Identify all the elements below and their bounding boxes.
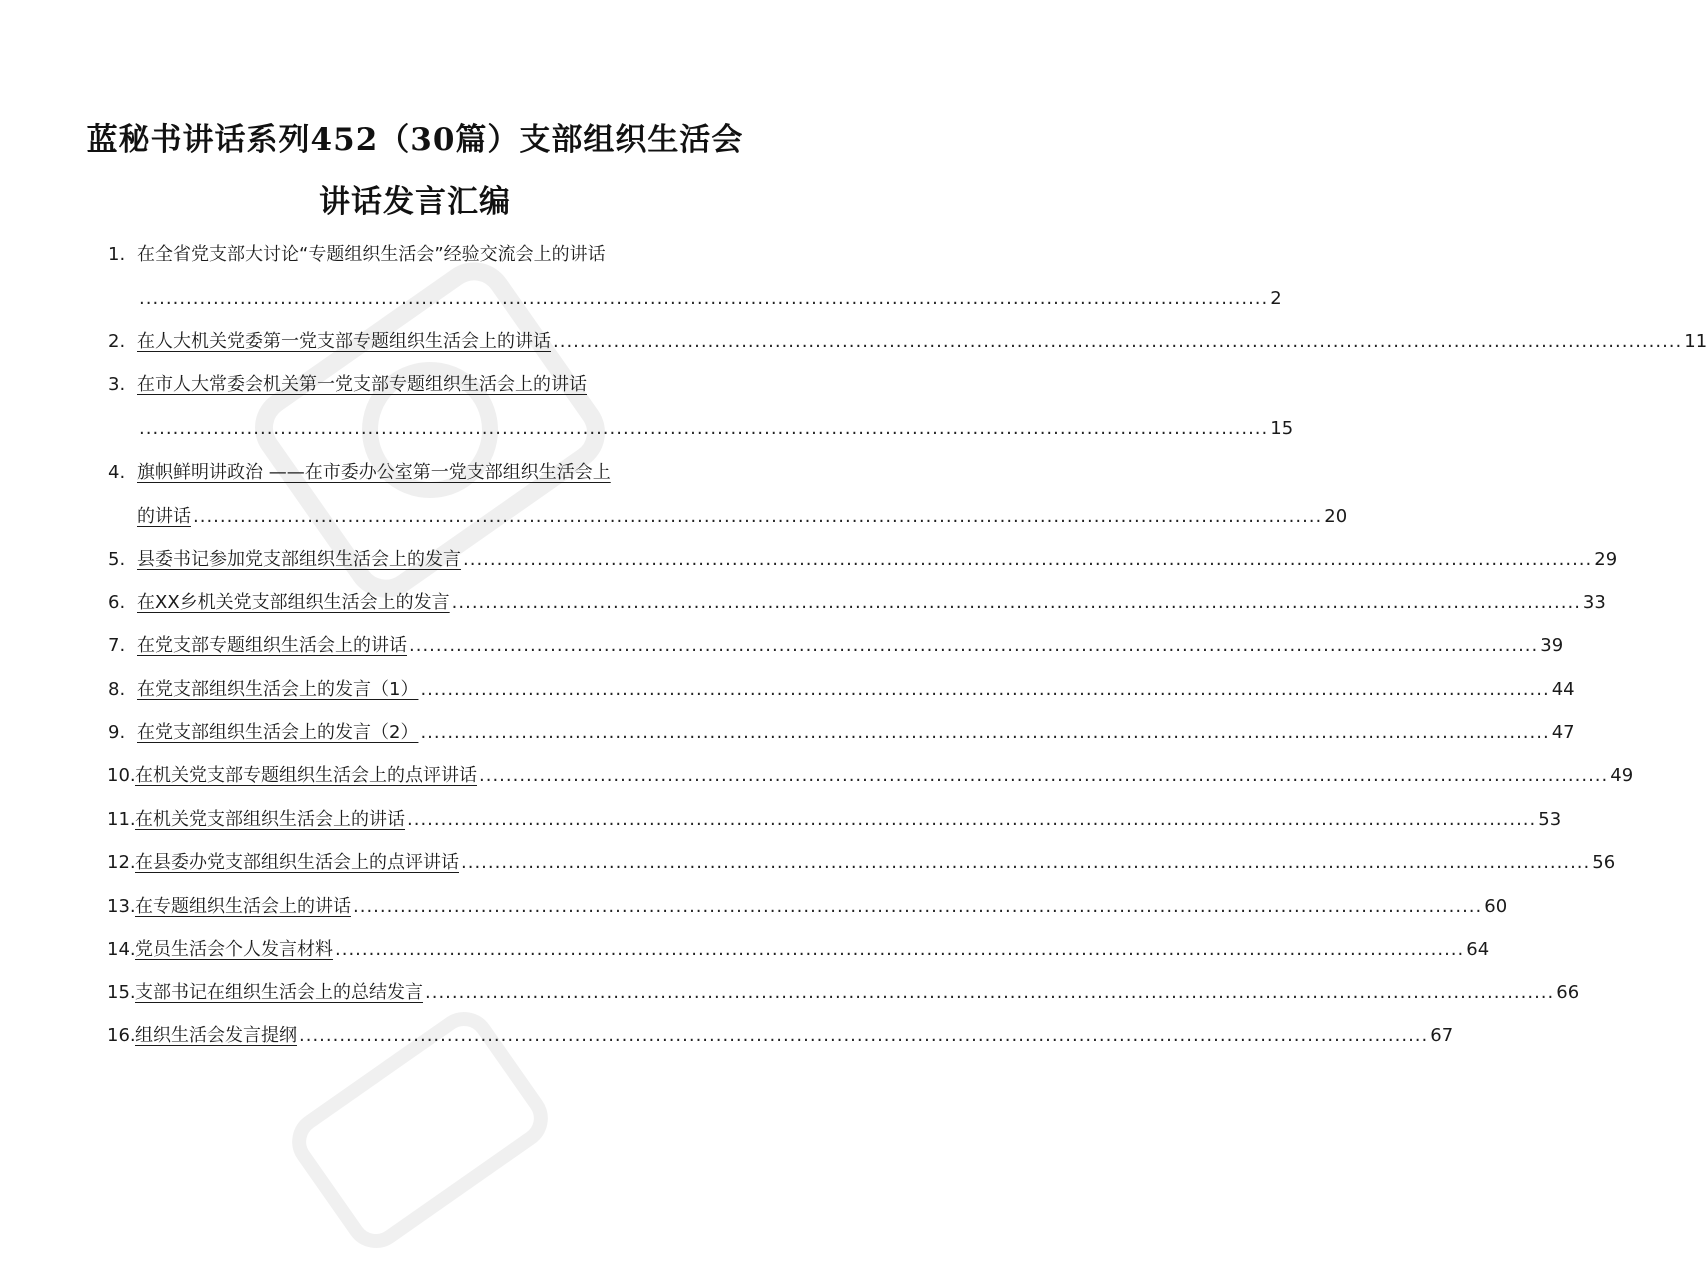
toc-entry-number: 4. xyxy=(108,462,126,483)
dot-leader: ........................................................................................................................................................................ xyxy=(463,549,1593,570)
toc-page-number: 44 xyxy=(1551,679,1575,700)
dot-leader: ........................................................................................................................................................................ xyxy=(193,506,1323,527)
toc-entry-number: 16. xyxy=(107,1025,136,1046)
toc-entry-number: 8. xyxy=(108,679,126,700)
dot-leader: ........................................................................................................................................................................ xyxy=(553,331,1683,352)
toc-entry-number: 6. xyxy=(108,592,126,613)
toc-entry-title[interactable]: 支部书记在组织生活会上的总结发言 xyxy=(135,982,423,1003)
toc-entry-number: 3. xyxy=(108,374,126,395)
toc-page-number: 15 xyxy=(1270,418,1294,439)
toc-entry-title[interactable]: 在XX乡机关党支部组织生活会上的发言 xyxy=(137,592,450,613)
dot-leader: ........................................................................................................................................................................ xyxy=(353,896,1483,917)
toc-page-number: 20 xyxy=(1324,506,1348,527)
dot-leader: ........................................................................................................................................................................ xyxy=(139,288,1269,309)
toc-page-number: 49 xyxy=(1610,765,1634,786)
toc-entry-number: 7. xyxy=(108,635,126,656)
toc-entry-title[interactable]: 在党支部组织生活会上的发言（2） xyxy=(137,722,419,743)
toc-entry-title[interactable]: 在专题组织生活会上的讲话 xyxy=(135,896,351,917)
toc-page-number: 33 xyxy=(1582,592,1606,613)
toc-entry-title[interactable]: 在机关党支部专题组织生活会上的点评讲话 xyxy=(135,765,477,786)
toc-page-number: 64 xyxy=(1466,939,1490,960)
toc-entry-title-continued[interactable]: 的讲话 xyxy=(137,506,191,527)
toc-page-number: 67 xyxy=(1430,1025,1454,1046)
toc-entry-title[interactable]: 在人大机关党委第一党支部专题组织生活会上的讲话 xyxy=(137,331,551,352)
toc-page-number: 29 xyxy=(1594,549,1618,570)
toc-entry-title[interactable]: 在党支部专题组织生活会上的讲话 xyxy=(137,635,407,656)
dot-leader: ........................................................................................................................................................................ xyxy=(479,765,1609,786)
dot-leader: ........................................................................................................................................................................ xyxy=(420,679,1550,700)
toc-entry-title[interactable]: 党员生活会个人发言材料 xyxy=(135,939,333,960)
dot-leader: ........................................................................................................................................................................ xyxy=(409,635,1539,656)
toc-entry-title[interactable]: 在党支部组织生活会上的发言（1） xyxy=(137,679,419,700)
toc-entry-number: 14. xyxy=(107,939,136,960)
document-title-line2: 讲话发言汇编 xyxy=(319,184,511,220)
toc-page-number: 60 xyxy=(1484,896,1508,917)
toc-entry-title[interactable]: 在县委办党支部组织生活会上的点评讲话 xyxy=(135,852,459,873)
toc-entry-title[interactable]: 在全省党支部大讨论“专题组织生活会”经验交流会上的讲话 xyxy=(137,244,606,265)
toc-entry-title[interactable]: 组织生活会发言提纲 xyxy=(135,1025,297,1046)
toc-entry-number: 1. xyxy=(108,244,126,265)
toc-page-number: 39 xyxy=(1540,635,1564,656)
toc-page-number: 11 xyxy=(1684,331,1707,352)
toc-entry-number: 2. xyxy=(108,331,126,352)
toc-entry-number: 5. xyxy=(108,549,126,570)
dot-leader: ........................................................................................................................................................................ xyxy=(461,852,1591,873)
toc-page-number: 56 xyxy=(1592,852,1616,873)
toc-page-number: 47 xyxy=(1551,722,1575,743)
dot-leader: ........................................................................................................................................................................ xyxy=(299,1025,1429,1046)
dot-leader: ........................................................................................................................................................................ xyxy=(425,982,1555,1003)
dot-leader: ........................................................................................................................................................................ xyxy=(139,418,1269,439)
toc-entry-title[interactable]: 在市人大常委会机关第一党支部专题组织生活会上的讲话 xyxy=(137,374,587,395)
toc-page-number: 66 xyxy=(1556,982,1580,1003)
toc-entry-number: 15. xyxy=(107,982,136,1003)
document-title-line1: 蓝秘书讲话系列452（30篇）支部组织生活会 xyxy=(86,122,744,158)
toc-page-number: 2 xyxy=(1270,288,1282,309)
dot-leader: ........................................................................................................................................................................ xyxy=(335,939,1465,960)
dot-leader: ........................................................................................................................................................................ xyxy=(407,809,1537,830)
toc-entry-number: 9. xyxy=(108,722,126,743)
dot-leader: ........................................................................................................................................................................ xyxy=(451,592,1581,613)
toc-entry-number: 10. xyxy=(107,765,136,786)
toc-entry-title[interactable]: 旗帜鲜明讲政治 ——在市委办公室第一党支部组织生活会上 xyxy=(137,462,611,483)
toc-entry-number: 11. xyxy=(107,809,136,830)
toc-page-number: 53 xyxy=(1538,809,1562,830)
toc-entry-number: 12. xyxy=(107,852,136,873)
toc-entry-title[interactable]: 在机关党支部组织生活会上的讲话 xyxy=(135,809,405,830)
dot-leader: ........................................................................................................................................................................ xyxy=(420,722,1550,743)
toc-entry-number: 13. xyxy=(107,896,136,917)
toc-entry-title[interactable]: 县委书记参加党支部组织生活会上的发言 xyxy=(137,549,461,570)
